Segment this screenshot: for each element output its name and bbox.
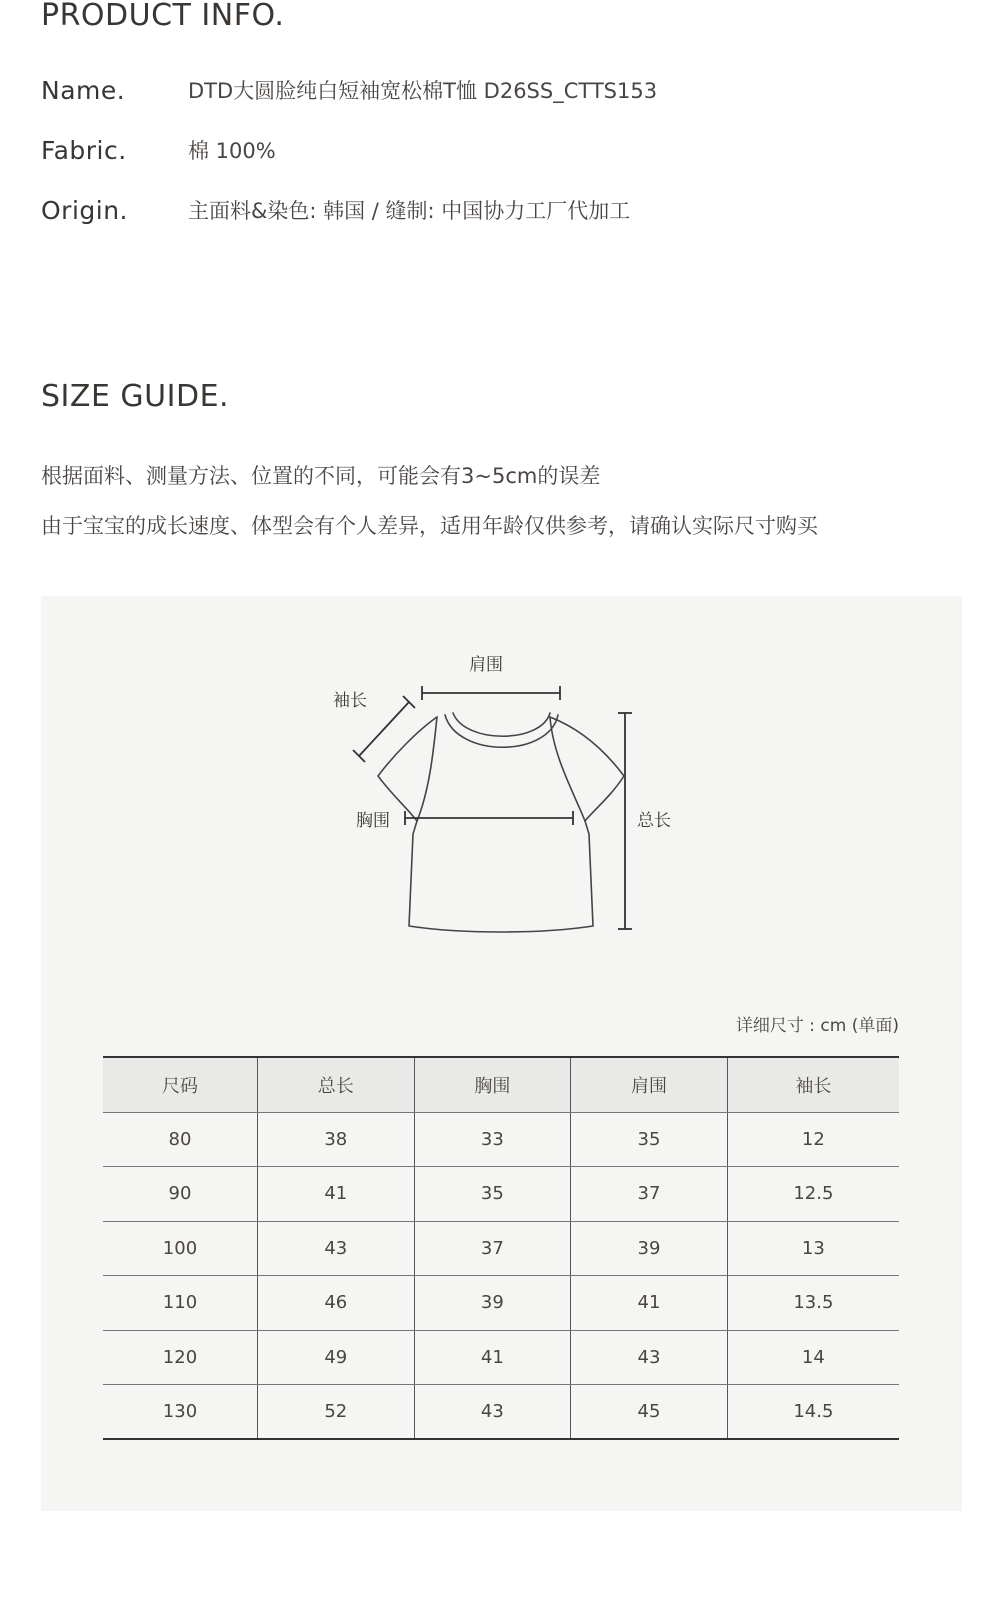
- info-value-origin: 主面料&染色: 韩国 / 缝制: 中国协力工厂代加工: [188, 199, 631, 223]
- table-cell: 37: [414, 1221, 571, 1276]
- info-value-name: DTD大圆脸纯白短袖宽松棉T恤 D26SS_CTTS153: [188, 79, 658, 103]
- table-cell: 43: [571, 1330, 728, 1385]
- table-cell: 130: [103, 1385, 257, 1440]
- size-note-1: 根据面料、测量方法、位置的不同，可能会有3~5cm的误差: [41, 464, 601, 488]
- table-cell: 12: [727, 1112, 899, 1167]
- shoulder-label: 肩围: [469, 655, 503, 675]
- table-row: [103, 1221, 899, 1276]
- table-cell: 14: [727, 1330, 899, 1385]
- size-guide-title: SIZE GUIDE.: [41, 379, 230, 414]
- unit-note: 详细尺寸 : cm (单面): [735, 1016, 899, 1036]
- table-row: [103, 1167, 899, 1222]
- table-cell: 41: [257, 1167, 414, 1222]
- header-chest: 胸围: [414, 1057, 571, 1112]
- product-info-title: PRODUCT INFO.: [41, 0, 285, 33]
- table-cell: 100: [103, 1221, 257, 1276]
- table-cell: 38: [257, 1112, 414, 1167]
- table-cell: 41: [571, 1276, 728, 1331]
- table-cell: 37: [571, 1167, 728, 1222]
- table-cell: 90: [103, 1167, 257, 1222]
- info-row-fabric: [41, 130, 276, 170]
- table-cell: 43: [257, 1221, 414, 1276]
- table-cell: 14.5: [727, 1385, 899, 1440]
- table-cell: 49: [257, 1330, 414, 1385]
- table-cell: 35: [414, 1167, 571, 1222]
- table-cell: 33: [414, 1112, 571, 1167]
- table-row: [103, 1330, 899, 1385]
- table-cell: 41: [414, 1330, 571, 1385]
- table-row: [103, 1385, 899, 1440]
- header-shoulder: 肩围: [571, 1057, 728, 1112]
- table-cell: 52: [257, 1385, 414, 1440]
- table-cell: 80: [103, 1112, 257, 1167]
- sleeve-label: 袖长: [333, 691, 367, 711]
- size-panel: [41, 596, 962, 1511]
- info-row-name: [41, 70, 657, 110]
- info-label-fabric: Fabric.: [41, 135, 127, 165]
- table-cell: 35: [571, 1112, 728, 1167]
- tshirt-outline: [378, 717, 624, 932]
- size-table: [103, 1056, 899, 1440]
- chest-label: 胸围: [356, 811, 390, 831]
- table-cell: 39: [571, 1221, 728, 1276]
- table-row: [103, 1276, 899, 1331]
- info-label-origin: Origin.: [41, 195, 129, 225]
- info-label-name: Name.: [41, 75, 126, 105]
- table-cell: 13: [727, 1221, 899, 1276]
- header-sleeve: 袖长: [727, 1057, 899, 1112]
- table-cell: 12.5: [727, 1167, 899, 1222]
- table-cell: 45: [571, 1385, 728, 1440]
- table-cell: 46: [257, 1276, 414, 1331]
- table-cell: 43: [414, 1385, 571, 1440]
- table-cell: 39: [414, 1276, 571, 1331]
- table-cell: 13.5: [727, 1276, 899, 1331]
- info-value-fabric: 棉 100%: [188, 139, 276, 163]
- header-size: 尺码: [103, 1057, 257, 1112]
- length-label: 总长: [637, 811, 671, 831]
- table-header-row: [103, 1057, 899, 1112]
- table-row: [103, 1112, 899, 1167]
- info-row-origin: [41, 190, 630, 230]
- header-length: 总长: [257, 1057, 414, 1112]
- armhole-left: [417, 717, 437, 821]
- table-cell: 120: [103, 1330, 257, 1385]
- collar-outer: [445, 715, 558, 747]
- collar-inner: [453, 713, 550, 736]
- size-note-2: 由于宝宝的成长速度、体型会有个人差异，适用年龄仅供参考，请确认实际尺寸购买: [41, 514, 818, 538]
- table-cell: 110: [103, 1276, 257, 1331]
